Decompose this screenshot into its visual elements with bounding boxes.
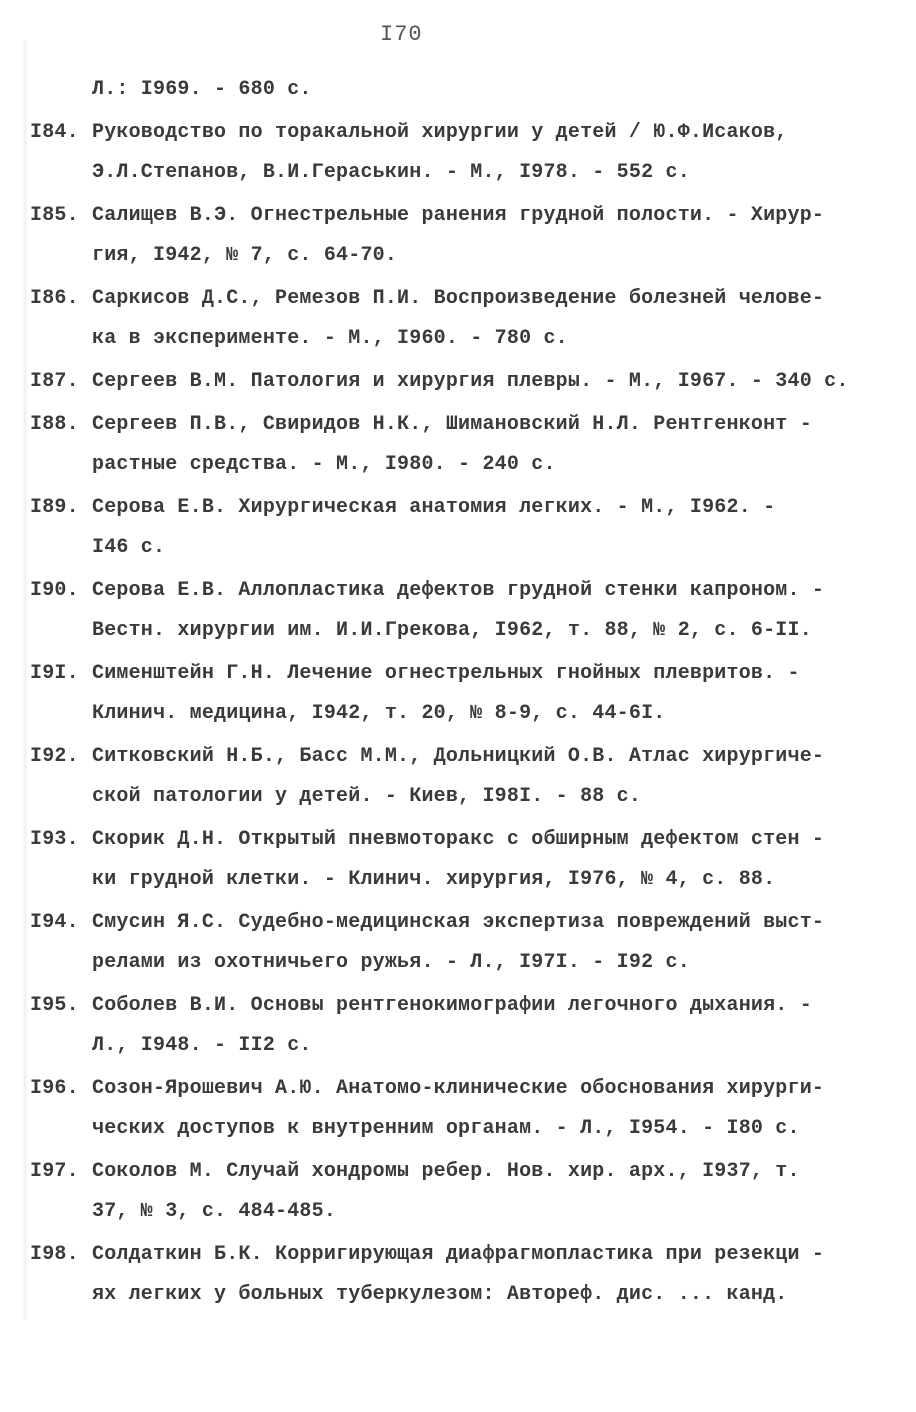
entry-text-line: ской патологии у детей. - Киев, I98I. - 88 с.	[92, 785, 642, 808]
bibliography-entry	[30, 1069, 900, 1149]
entry-text-line: Созон-Ярошевич А.Ю. Анатомо-клинические обоснования хирурги-	[92, 1077, 825, 1100]
entry-number: I89.	[30, 496, 79, 519]
entry-text-line: Смусин Я.С. Судебно-медицинская экспертиза повреждений выст-	[92, 911, 825, 934]
entry-text-line: Руководство по торакальной хирургии у детей / Ю.Ф.Исаков,	[92, 121, 788, 144]
bibliography-entry	[30, 113, 900, 193]
entry-text-line: Ситковский Н.Б., Басс М.М., Дольницкий О.В. Атлас хирургиче-	[92, 745, 825, 768]
entry-text-line: Саркисов Д.С., Ремезов П.И. Воспроизведение болезней челове-	[92, 287, 825, 310]
entry-text-line: гия, I942, № 7, с. 64-70.	[92, 244, 398, 267]
entry-text-line: Салищев В.Э. Огнестрельные ранения грудной полости. - Хирур-	[92, 204, 825, 227]
entry-number: I88.	[30, 413, 79, 436]
entry-text-line: Л., I948. - II2 с.	[92, 1034, 312, 1057]
entry-number: I84.	[30, 121, 79, 144]
entry-number: I94.	[30, 911, 79, 934]
entry-text-line: Сименштейн Г.Н. Лечение огнестрельных гнойных плевритов. -	[92, 662, 800, 685]
bibliography-entry	[30, 903, 900, 983]
continuation-line	[30, 70, 900, 110]
entry-text-line: Вестн. хирургии им. И.И.Грекова, I962, т. 88, № 2, с. 6-II.	[92, 619, 812, 642]
entry-text-line: Соболев В.И. Основы рентгенокимографии легочного дыхания. -	[92, 994, 812, 1017]
entry-number: I85.	[30, 204, 79, 227]
bibliography-entry	[30, 362, 900, 402]
entry-number: I95.	[30, 994, 79, 1017]
bibliography-entry	[30, 737, 900, 817]
entry-text-line: Солдаткин Б.К. Корригирующая диафрагмопластика при резекци -	[92, 1243, 825, 1266]
bibliography-entry	[30, 820, 900, 900]
bibliography-entry	[30, 405, 900, 485]
entry-text-line: Серова Е.В. Хирургическая анатомия легких. - М., I962. -	[92, 496, 776, 519]
bibliography-entry	[30, 1152, 900, 1232]
bibliography-list	[30, 70, 900, 1315]
entry-number: I90.	[30, 579, 79, 602]
entry-text-line: ка в эксперименте. - М., I960. - 780 с.	[92, 327, 568, 350]
bibliography-entry	[30, 1235, 900, 1315]
entry-text-line: 37, № 3, с. 484-485.	[92, 1200, 337, 1223]
entry-number: I86.	[30, 287, 79, 310]
entry-number: I9I.	[30, 662, 79, 685]
bibliography-entry	[30, 986, 900, 1066]
binding-margin-shadow	[22, 40, 28, 1320]
bibliography-entry	[30, 654, 900, 734]
entry-text-line: ях легких у больных туберкулезом: Автореф. дис. ... канд.	[92, 1283, 788, 1306]
entry-text-line: Э.Л.Степанов, В.И.Гераськин. - М., I978. - 552 с.	[92, 161, 690, 184]
entry-text-line: Сергеев В.М. Патология и хирургия плевры. - М., I967. - 340 с.	[92, 370, 849, 393]
page-number: I70	[380, 22, 423, 47]
entry-text-line: Скорик Д.Н. Открытый пневмоторакс с обширным дефектом стен -	[92, 828, 825, 851]
entry-number: I97.	[30, 1160, 79, 1183]
entry-number: I92.	[30, 745, 79, 768]
entry-text-line: Серова Е.В. Аллопластика дефектов грудной стенки капроном. -	[92, 579, 825, 602]
bibliography-entry	[30, 196, 900, 276]
bibliography-entry	[30, 571, 900, 651]
entry-text-line: ческих доступов к внутренним органам. - Л., I954. - I80 с.	[92, 1117, 800, 1140]
entry-number: I87.	[30, 370, 79, 393]
continuation-text: Л.: I969. - 680 с.	[92, 78, 312, 101]
entry-text-line: Сергеев П.В., Свиридов Н.К., Шимановский Н.Л. Рентгенконт -	[92, 413, 812, 436]
entry-text-line: растные средства. - М., I980. - 240 с.	[92, 453, 556, 476]
entry-text-line: релами из охотничьего ружья. - Л., I97I. - I92 с.	[92, 951, 690, 974]
entry-text-line: ки грудной клетки. - Клинич. хирургия, I976, № 4, с. 88.	[92, 868, 776, 891]
entry-text-line: Клинич. медицина, I942, т. 20, № 8-9, с. 44-6I.	[92, 702, 666, 725]
bibliography-entry	[30, 279, 900, 359]
entry-number: I98.	[30, 1243, 79, 1266]
entry-number: I93.	[30, 828, 79, 851]
entry-text-line: Соколов М. Случай хондромы ребер. Нов. хир. арх., I937, т.	[92, 1160, 800, 1183]
entry-number: I96.	[30, 1077, 79, 1100]
entry-text-line: I46 с.	[92, 536, 166, 559]
bibliography-entry	[30, 488, 900, 568]
